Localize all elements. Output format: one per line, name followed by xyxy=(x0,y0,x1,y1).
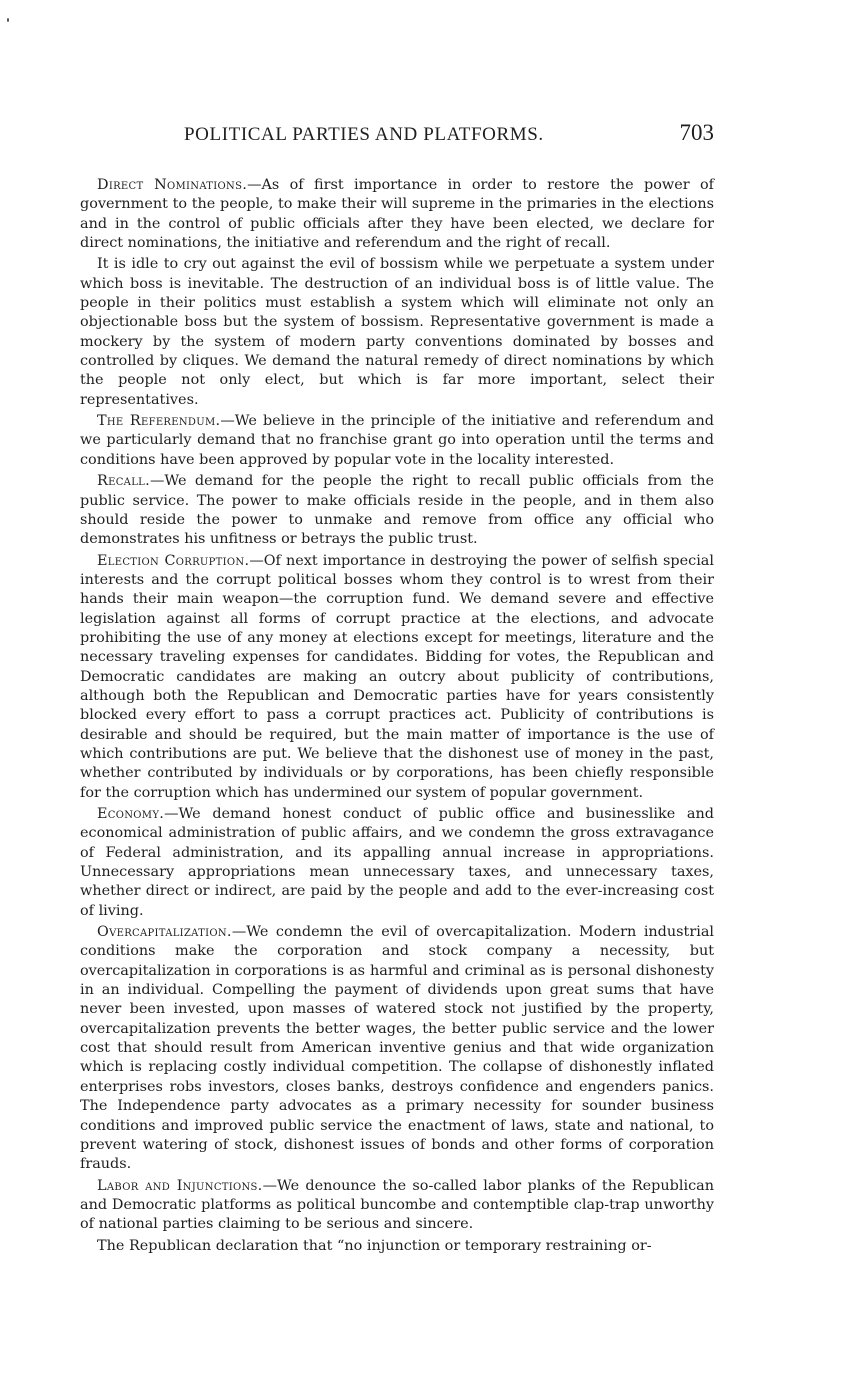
paragraph-republican-declaration xyxy=(80,1237,714,1256)
body-text xyxy=(80,176,714,1258)
paragraph-overcapitalization xyxy=(80,923,714,1174)
paragraph-text: It is idle to cry out against the evil of bossism while we perpetuate a system under which boss is inevitable. The destruction of an individual boss is of little value. The people in their politics must establish a system which will eliminate not only an objectionable boss but the system of bossism. Representative government is made a mockery by the system of modern party conventions dominated by bosses and controlled by cliques. We demand the natural remedy of direct nominations by which the people not only elect, but which is far more important, select their representatives. xyxy=(80,256,714,408)
run-in-heading: Overcapitalization. xyxy=(97,924,232,941)
paragraph-referendum xyxy=(80,412,714,470)
paragraph-economy xyxy=(80,805,714,921)
paragraph-text: —As of first importance in order to restore the power of government to the people, to make their will supreme in the primaries in the elections and in the control of public officials after they have been elected, we declare for direct nominations, the initiative and referendum and the right of recall. xyxy=(80,177,715,252)
run-in-heading: Election Corruption. xyxy=(97,552,250,569)
run-in-heading: Economy. xyxy=(97,806,165,822)
running-title: POLITICAL PARTIES AND PLATFORMS. xyxy=(184,124,544,145)
run-in-heading: Recall. xyxy=(97,473,150,490)
paragraph-direct-nominations xyxy=(80,176,714,253)
paragraph-recall xyxy=(80,472,714,549)
run-in-heading: Direct Nominations. xyxy=(97,177,248,193)
running-header xyxy=(80,118,714,152)
paragraph-text: The Republican declaration that “no injunction or temporary restraining or- xyxy=(97,1237,652,1254)
paragraph-labor-injunctions xyxy=(80,1177,714,1235)
paragraph-election-corruption xyxy=(80,552,714,803)
paragraph-text: —We demand honest conduct of public office and businesslike and economical administration of public affairs, and we condemn the gross extravagance of Federal administration, and its appalling annual increase in appropriations. Unnecessary appropriations mean unnecessary taxes, and unnecessary taxes, whether direct or indirect, are paid by the people and add to the ever-increasing cost of living. xyxy=(80,806,714,919)
run-in-heading: Labor and Injunctions. xyxy=(97,1177,263,1194)
page-number: 703 xyxy=(679,120,714,145)
paragraph-text: —We believe in the principle of the initiative and referendum and we particularly demand that no franchise grant go into operation until the terms and conditions have been approved by popular vote in the locality interested. xyxy=(80,413,714,468)
paragraph-text: —We denounce the so-called labor planks of the Republican and Democratic platforms as political buncombe and contemptible clap-trap unworthy of national parties claiming to be serious and sincere. xyxy=(80,1177,714,1233)
paragraph-text: —Of next importance in destroying the power of selfish special interests and the corrupt political bosses whom they control is to wrest from their hands their main weapon—the corruption fund. We demand severe and effective legislation against all forms of corrupt practice at the elections, and advocate prohibiting the use of any money at elections except for meetings, literature and the necessary traveling expenses for candidates. Bidding for votes, the Republican and Democratic candidates are making an outcry about publicity of contributions, although both the Republican and Democratic parties have for years consistently blocked every effort to pass a corrupt practices act. Publicity of contributions is desirable and should be required, but the main matter of importance is the use of which contributions are put. We believe that the dishonest use of money in the past, whether contributed by individuals or by corporations, has been chiefly responsible for the corruption which has undermined our system of popular government. xyxy=(80,552,714,801)
paragraph-text: —We condemn the evil of overcapitalization. Modern industrial conditions make the corporation and stock company a necessity, but overcapitalization in corporations is as harmful and criminal as is personal dishonesty in an individual. Compelling the payment of dividends upon great sums that have never been invested, upon masses of watered stock not justified by the property, overcapitalization prevents the better wages, the better public service and the lower cost that should result from American inventive genius and that wide organization which is replacing costly individual competition. The collapse of dishonestly inflated enterprises robs investors, closes banks, destroys confidence and engenders panics. The Independence party advocates as a primary necessity for sounder business conditions and improved public service the enactment of laws, state and national, to prevent watering of stock, dishonest issues of bonds and other forms of corporation frauds. xyxy=(80,924,714,1173)
ink-speck xyxy=(7,18,9,22)
paragraph-text: —We demand for the people the right to recall public officials from the public service. The power to make officials reside in the people, and in them also should reside the power to unmake and remove from office any official who demonstrates his unfitness or betrays the public trust. xyxy=(80,473,714,548)
run-in-heading: The Referendum. xyxy=(97,413,221,430)
paragraph-bossism xyxy=(80,255,714,410)
